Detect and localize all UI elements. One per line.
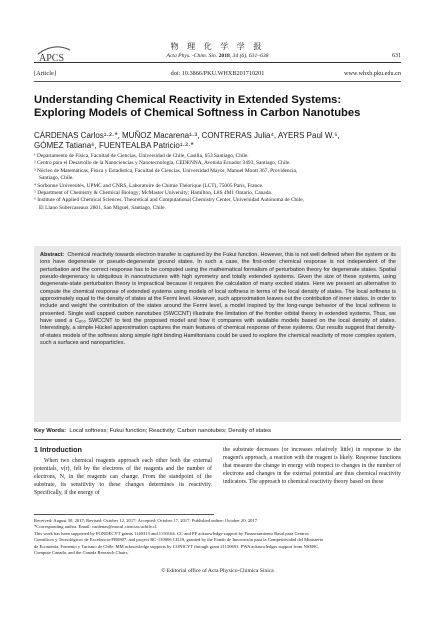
- keywords: [34, 428, 401, 434]
- body-column-right: [223, 446, 401, 486]
- author-line: CÁRDENAS Carlos¹·²·*, MUÑOZ Macarena¹·³, CONTRERAS Julia⁴, AYERS Paul W.⁵,: [34, 131, 340, 140]
- footnote: Científicos y Tecnológicos de Excelencia-FB0807, and project RC-130006 CILIS, granted by the Fondo de Innovación para la Competitividad del Ministerio: [34, 537, 324, 543]
- abstract-label: Abstract:: [40, 252, 65, 258]
- keywords-list: Local softness; Fukui function; Reactivity; Carbon nanotubes; Density of states: [69, 428, 272, 434]
- footnotes: [34, 518, 404, 556]
- editorial-copyright: © Editorial office of Acta Physico-Chimica Sinica: [161, 568, 274, 574]
- abstract-text: Chemical reactivity towards electron transfer is captured by the Fukui function. However, this is not well defined when the system or its ions have degenerate or pseudo-degenerate ground states. In such a case, the first-order chemical response is not independent of the perturbation and the correct response has to be computed using the mathematical formalism of perturbation theory for degenerate states. Spatial pseudo-degeneracy is ubiquitous in nanostructures with high symmetry and totally extended systems. Given the size of these systems, using degenerate-state perturbation theory is impractical because it requires the calculation of many excited states. Here we present an alternative to compute the chemical response of extended systems using models of local softness in terms of the local density of states. The local softness is approximately equal to the density of states at the Fermi level. However, such approximation leaves out the contribution of inner states. In order to include and weight the contribution of the states around the Fermi level, a model inspired by the long-range behavior of the local softness is presented. Single wall capped carbon nanotubes (SWCCNT) illustrate the limitation of the frontier orbital theory in extended systems. Thus, we have used a C₈₀₀ SWCCNT to test the proposed model and how it compares with available models based on the local density of states. Interestingly, a simple Hückel approximation captures the main features of chemical response of these systems. Our results suggest that density-of-states models of the softness along simple tight binding Hamiltonians could be used to explore the chemical reactivity of more complex system, such a surfaces and nanoparticles.: [40, 252, 396, 347]
- journal-citation: Acta Phys. -Chim. Sin. 2018, 34 (6), 631–638: [166, 53, 269, 59]
- footnote-rule: [34, 514, 214, 515]
- affiliation: El Llano Subercaseaux 2801, San Miguel, Santiago, Chile.: [39, 204, 166, 211]
- author-list: [34, 131, 394, 151]
- affiliation: ¹ Departamento de Física, Facultad de Ciencias, Universidad de Chile, Casilla, 653 Santiago, Chile.: [34, 153, 249, 159]
- affiliations: [34, 153, 402, 212]
- header-rule: [34, 62, 401, 63]
- logo-text: APCS: [39, 53, 65, 64]
- body-column-left: [34, 446, 212, 497]
- footnote: Received: August 30, 2017; Revised: October 12, 2017; Accepted: October 17, 2017; Published online: October 20, 2017.: [34, 518, 259, 523]
- page-number: 631: [392, 53, 401, 59]
- affiliation: ⁵ Department of Chemistry & Chemical Biology; McMaster University; Hamilton, L8S 4M1 Ontario, Canada.: [34, 190, 273, 197]
- journal-name-cn: 物 理 化 学 学 报: [170, 42, 265, 51]
- footnote: Compute Canada, and the Canada Research Chairs.: [34, 550, 129, 556]
- doi-link[interactable]: doi: 10.3866/PKU.WHXB201710201: [170, 70, 265, 77]
- footnote: *Corresponding author. Email: cardenas@macul.ciencias.uchile.cl.: [34, 524, 158, 530]
- footnote: de Economía, Fomento y Turismo de Chile. MM acknowledge supports by CONICYT through grant 21130691. PWA acknowledges support from NSERC,: [34, 543, 320, 549]
- affiliation: Santiago, Chile.: [39, 175, 74, 182]
- website-link[interactable]: www.whxb.pku.edu.cn: [344, 70, 401, 77]
- affiliation: ⁴ Sorbonne Universités, UPMC and CNRS, Laboratoire de Chimie Théorique (LCT), 75005 Paris, France.: [34, 182, 264, 189]
- section-heading: 1 Introduction: [34, 445, 82, 454]
- article-type: [Article]: [34, 70, 56, 77]
- affiliation: ³ Núcleo de Matemáticas, Física y Estadística, Facultad de Ciencias, Universidad Mayor, Manuel Montt 367, Providencia,: [34, 167, 298, 174]
- abstract: [40, 252, 396, 347]
- footnote: This work has been supported by FONDECYT grants 1140313 and 1150164. CC and PF acknowledge support by Financiamiento Basal para Centros: [34, 530, 309, 536]
- author-line: GÓMEZ Tatiana⁶, FUENTEALBA Patricio¹·²·*: [34, 141, 194, 150]
- paper-title: Understanding Chemical Reactivity in Extended Systems: Exploring Models of Chemical Softness in Carbon Nanotubes: [34, 94, 361, 119]
- body-paragraph: the substrate decreases (or increases relatively little) in response to the reagent's approach, a reaction with the reagent is likely. Response functions that measure the change in energy with respect to changes in the number of electrons and changes in the external potential are thus chemical reactivity indicators. The approach to chemical reactivity theory based on these: [223, 447, 401, 485]
- keywords-label: Key Words:: [34, 428, 67, 434]
- keywords-rule: [34, 439, 401, 440]
- body-paragraph: When two chemical reagents approach each other both the external potentials, v(r), felt by the electrons of the reagents and the number of electrons, N, in the reagents can change. From the standpoint of the substrate, its sensitivity to these changes determines its reactivity. Specifically, if the energy of: [34, 458, 212, 496]
- affiliation: ⁶ Institute of Applied Chemical Sciences, Theoretical and Computational Chemistry Center, Universidad Autónoma de Chile,: [34, 197, 304, 204]
- header-rule-2: [34, 81, 401, 82]
- affiliation: ² Centro para el Desarrollo de la Nanociencias y Nanotecnología, CEDENNA, Avenida Ecuador 3493, Santiago, Chile.: [34, 160, 291, 167]
